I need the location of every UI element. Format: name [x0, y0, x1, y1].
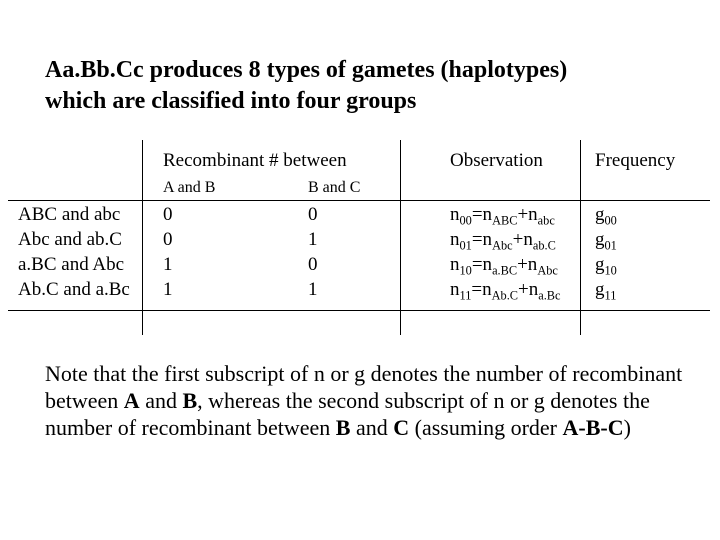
table-header-rule — [8, 200, 710, 201]
header-frequency: Frequency — [595, 150, 676, 171]
table-row-bc: 0 — [308, 204, 318, 225]
table-row-observation: $n_{00}=n_{ABC}+n_{abc}$ — [450, 204, 555, 228]
table-row-frequency: $g_{11}$ — [595, 279, 617, 303]
table-row-ab: 1 — [163, 254, 173, 275]
table-row-frequency: $g_{01}$ — [595, 229, 617, 253]
table-divider-1 — [142, 140, 143, 335]
table-row-group: Ab.C and a.Bc — [18, 279, 130, 300]
table-row-ab: 0 — [163, 204, 173, 225]
header-recombinant: Recombinant # between — [163, 150, 347, 171]
header-b-and-c: B and C — [308, 179, 361, 196]
page-title — [45, 55, 567, 117]
title-line-1: Aa.Bb.Cc produces 8 types of gametes (haplotypes) — [45, 57, 568, 83]
table-row-bc: 0 — [308, 254, 318, 275]
table-divider-2 — [400, 140, 401, 335]
table-row-group: a.BC and Abc — [18, 254, 125, 275]
table-row-group: ABC and abc — [18, 204, 121, 225]
table-bottom-rule — [8, 310, 710, 311]
table-row-observation: $n_{01}=n_{Abc}+n_{ab.C}$ — [450, 229, 556, 253]
table-row-frequency: $g_{10}$ — [595, 254, 617, 278]
table-row-observation: $n_{10}=n_{a.BC}+n_{Abc}$ — [450, 254, 558, 278]
table-row-ab: 1 — [163, 279, 173, 300]
table-divider-3 — [580, 140, 581, 335]
table-row-ab: 0 — [163, 229, 173, 250]
header-a-and-b: A and B — [163, 179, 216, 196]
note-paragraph: Note that the first subscript of n or g denotes the number of recombinant between A and B, whereas the second subscript of n or g denotes the number of recombinant between B and C (assuming order A-B-C) — [45, 361, 683, 440]
table-row-frequency: $g_{00}$ — [595, 204, 617, 228]
table-row-group: Abc and ab.C — [18, 229, 122, 250]
table-row-bc: 1 — [308, 279, 318, 300]
title-line-2: which are classified into four groups — [45, 88, 417, 114]
table-row-observation: $n_{11}=n_{Ab.C}+n_{a.Bc}$ — [450, 279, 561, 303]
header-observation: Observation — [450, 150, 543, 171]
table-row-bc: 1 — [308, 229, 318, 250]
